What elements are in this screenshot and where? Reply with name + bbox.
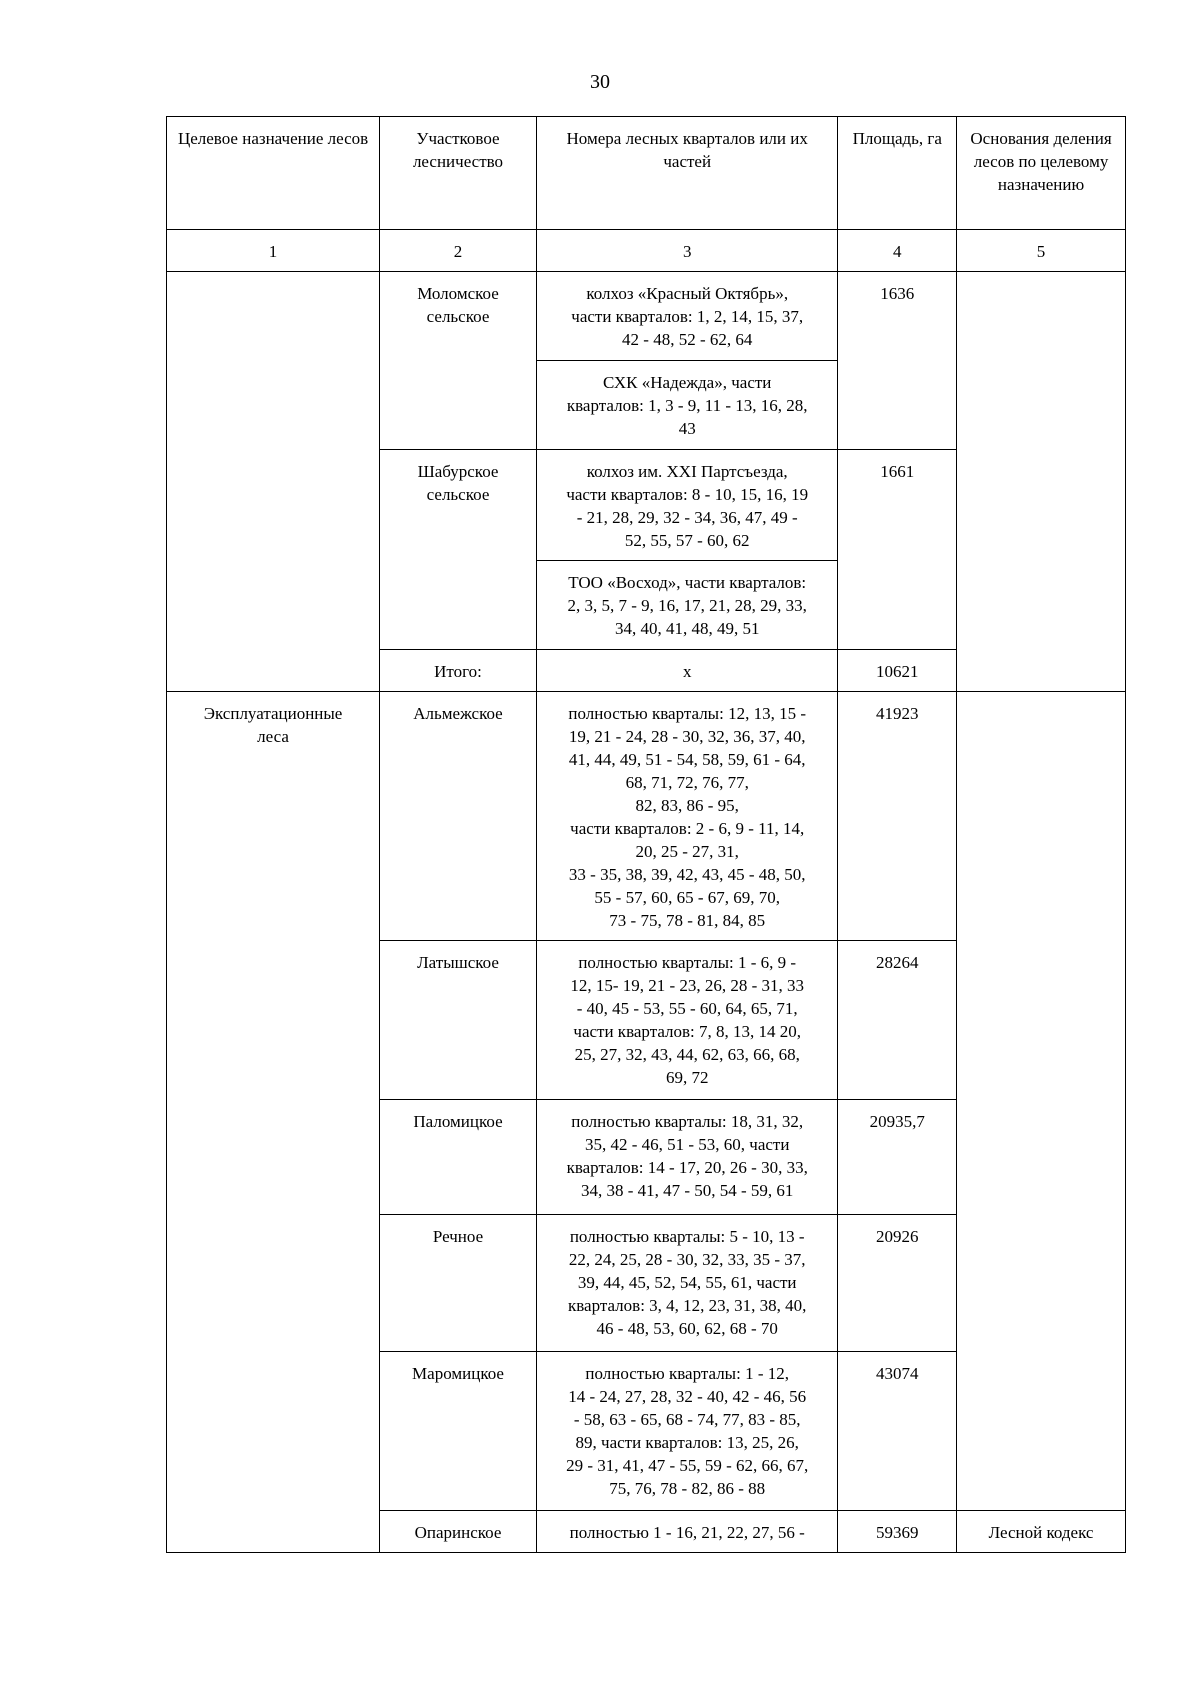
purpose-cell <box>167 272 380 692</box>
forestry-cell: Опаринское <box>380 1511 537 1553</box>
column-number: 4 <box>838 230 957 272</box>
forest-purpose-table <box>166 116 1126 1553</box>
basis-cell-empty <box>957 692 1126 1511</box>
quarters-cell: полностью 1 - 16, 21, 22, 27, 56 - <box>536 1511 838 1553</box>
quarters-cell: полностью кварталы: 1 - 6, 9 - 12, 15- 19, 21 - 23, 26, 28 - 31, 33 - 40, 45 - 53, 55 - 60, 64, 65, 71, части кварталов: 7, 8, 13, 14 20, 25, 27, 32, 43, 44, 62, 63, 66, 68, 69, 72 <box>536 941 838 1100</box>
quarters-cell: полностью кварталы: 5 - 10, 13 - 22, 24, 25, 28 - 30, 32, 33, 35 - 37, 39, 44, 45, 52, 54, 55, 61, части кварталов: 3, 4, 12, 23, 31, 38, 40, 46 - 48, 53, 60, 62, 68 - 70 <box>536 1215 838 1352</box>
forestry-cell: Итого: <box>380 650 537 692</box>
forestry-cell: Маромицкое <box>380 1352 537 1511</box>
column-number: 3 <box>536 230 838 272</box>
quarters-cell: колхоз им. XXI Партсъезда, части кварталов: 8 - 10, 15, 16, 19 - 21, 28, 29, 32 - 34, 36, 47, 49 - 52, 55, 57 - 60, 62 <box>536 450 838 561</box>
forestry-cell: Паломицкое <box>380 1100 537 1215</box>
area-cell: 28264 <box>838 941 957 1100</box>
quarters-cell: полностью кварталы: 12, 13, 15 - 19, 21 - 24, 28 - 30, 32, 36, 37, 40, 41, 44, 49, 51 - 54, 58, 59, 61 - 64, 68, 71, 72, 76, 77, 82, 83, 86 - 95, части кварталов: 2 - 6, 9 - 11, 14, 20, 25 - 27, 31, 33 - 35, 38, 39, 42, 43, 45 - 48, 50, 55 - 57, 60, 65 - 67, 69, 70, 73 - 75, 78 - 81, 84, 85 <box>536 692 838 941</box>
basis-cell: Лесной кодекс <box>957 1511 1126 1553</box>
forestry-cell: Альмежское <box>380 692 537 941</box>
header-purpose: Целевое назначение лесов <box>167 117 380 230</box>
quarters-cell: ТОО «Восход», части кварталов: 2, 3, 5, 7 - 9, 16, 17, 21, 28, 29, 33, 34, 40, 41, 48, 49, 51 <box>536 561 838 650</box>
header-forestry: Участковое лесничество <box>380 117 537 230</box>
header-quarters: Номера лесных кварталов или их частей <box>536 117 838 230</box>
area-cell: 43074 <box>838 1352 957 1511</box>
quarters-cell: СХК «Надежда», части кварталов: 1, 3 - 9, 11 - 13, 16, 28, 43 <box>536 361 838 450</box>
area-cell: 59369 <box>838 1511 957 1553</box>
area-cell: 20935,7 <box>838 1100 957 1215</box>
table-row <box>167 692 1126 941</box>
area-cell: 1661 <box>838 450 957 650</box>
column-number: 1 <box>167 230 380 272</box>
page-number: 30 <box>590 71 610 93</box>
basis-cell <box>957 272 1126 692</box>
area-cell: 10621 <box>838 650 957 692</box>
quarters-cell: полностью кварталы: 18, 31, 32, 35, 42 - 46, 51 - 53, 60, части кварталов: 14 - 17, 20, 26 - 30, 33, 34, 38 - 41, 47 - 50, 54 - 59, 61 <box>536 1100 838 1215</box>
forestry-cell: Шабурское сельское <box>380 450 537 650</box>
header-basis: Основания деления лесов по целевому назначению <box>957 117 1126 230</box>
column-number: 2 <box>380 230 537 272</box>
column-number: 5 <box>957 230 1126 272</box>
area-cell: 41923 <box>838 692 957 941</box>
forestry-cell: Речное <box>380 1215 537 1352</box>
forestry-cell: Моломское сельское <box>380 272 537 450</box>
area-cell: 1636 <box>838 272 957 450</box>
quarters-cell: колхоз «Красный Октябрь», части кварталов: 1, 2, 14, 15, 37, 42 - 48, 52 - 62, 64 <box>536 272 838 361</box>
quarters-cell: полностью кварталы: 1 - 12, 14 - 24, 27, 28, 32 - 40, 42 - 46, 56 - 58, 63 - 65, 68 - 74, 77, 83 - 85, 89, части кварталов: 13, 25, 26, 29 - 31, 41, 47 - 55, 59 - 62, 66, 67, 75, 76, 78 - 82, 86 - 88 <box>536 1352 838 1511</box>
header-row <box>167 117 1126 230</box>
area-cell: 20926 <box>838 1215 957 1352</box>
table-row <box>167 272 1126 361</box>
header-area: Площадь, га <box>838 117 957 230</box>
column-number-row <box>167 230 1126 272</box>
purpose-cell: Эксплуатационные леса <box>167 692 380 1553</box>
quarters-cell: х <box>536 650 838 692</box>
forestry-cell: Латышское <box>380 941 537 1100</box>
